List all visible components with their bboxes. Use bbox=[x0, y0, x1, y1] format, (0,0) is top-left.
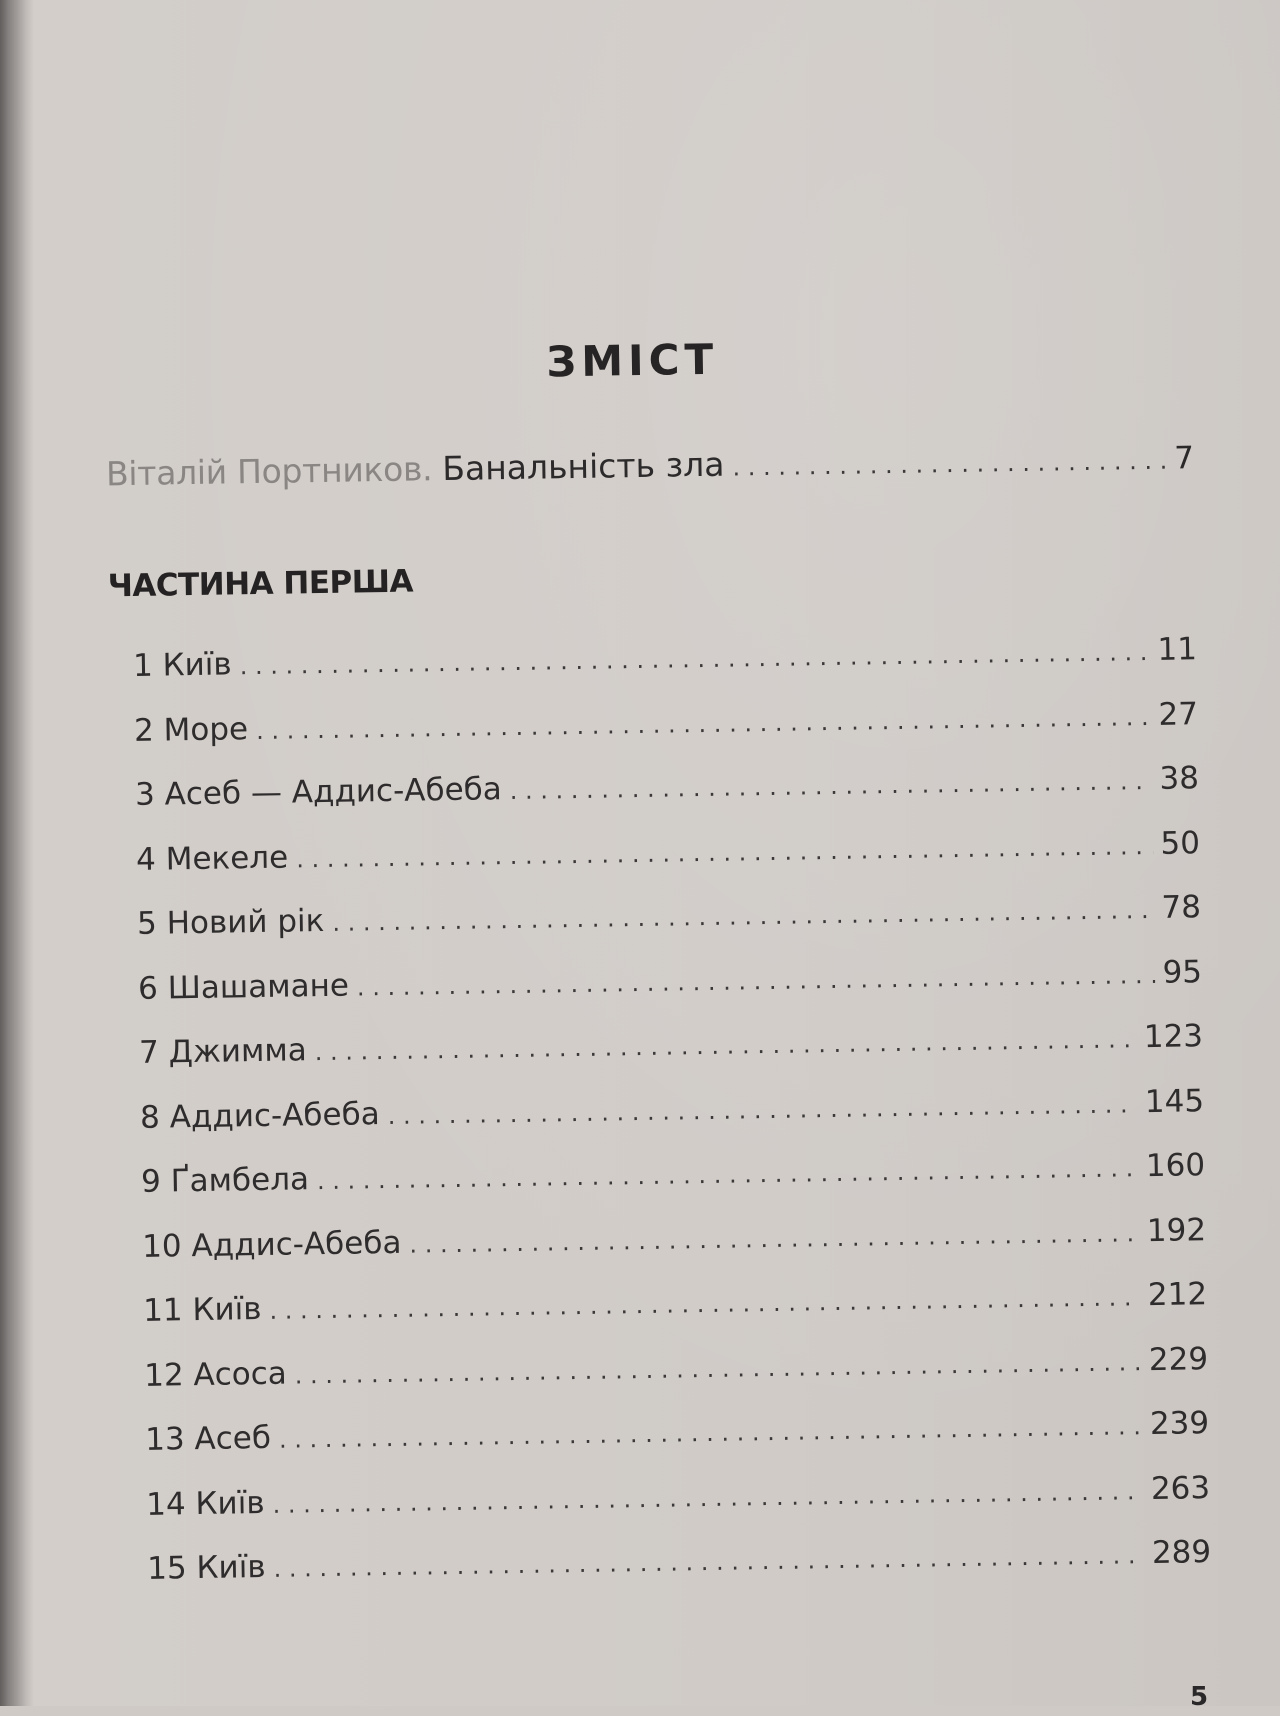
toc-entry-label: 8 Аддис-Абеба bbox=[139, 1095, 380, 1136]
toc-entry-page: 263 bbox=[1150, 1469, 1211, 1507]
toc-entry-label: 6 Шашамане bbox=[137, 967, 350, 1007]
dot-leader bbox=[296, 831, 1153, 872]
page-number: 5 bbox=[1190, 1682, 1209, 1712]
toc-entry-label: 15 Київ bbox=[146, 1548, 266, 1587]
dot-leader bbox=[332, 896, 1154, 937]
page-title: ЗМІСТ bbox=[546, 334, 719, 387]
dot-leader bbox=[279, 1412, 1142, 1454]
intro-author: Віталій Портников. bbox=[105, 449, 433, 494]
toc-entry-label: 10 Аддис-Абеба bbox=[141, 1224, 402, 1265]
dot-leader bbox=[357, 960, 1155, 1001]
toc-entry-label: 14 Київ bbox=[145, 1484, 265, 1523]
toc-entry-label: 7 Джимма bbox=[138, 1032, 308, 1071]
dot-leader bbox=[256, 702, 1151, 744]
toc-entry-label: 3 Асеб — Аддис-Абеба bbox=[134, 771, 502, 813]
dot-leader bbox=[295, 1348, 1142, 1389]
toc-entry-page: 38 bbox=[1159, 760, 1200, 797]
dot-leader bbox=[273, 1541, 1144, 1583]
toc-entry-page: 229 bbox=[1148, 1340, 1209, 1378]
toc-entry-page: 192 bbox=[1146, 1211, 1207, 1249]
toc-entry-page: 160 bbox=[1145, 1147, 1206, 1185]
toc-entry-label: 5 Новий рік bbox=[136, 902, 325, 942]
intro-entry bbox=[106, 437, 1194, 493]
toc-entry-page: 123 bbox=[1143, 1018, 1204, 1056]
toc-entry-page: 95 bbox=[1162, 953, 1203, 991]
toc-entry-label: 12 Асоса bbox=[143, 1355, 288, 1394]
toc-entry-page: 289 bbox=[1151, 1534, 1212, 1572]
toc-entry-label: 13 Асеб bbox=[144, 1419, 272, 1458]
dot-leader bbox=[272, 1477, 1143, 1519]
toc-entry-page: 27 bbox=[1158, 695, 1199, 733]
dot-leader bbox=[317, 1154, 1138, 1195]
dot-leader bbox=[315, 1025, 1137, 1066]
toc-entry-page: 145 bbox=[1144, 1082, 1205, 1120]
intro-page-number: 7 bbox=[1173, 440, 1195, 477]
dot-leader bbox=[387, 1090, 1137, 1130]
toc-entry-page: 78 bbox=[1161, 889, 1202, 926]
toc-list bbox=[133, 631, 1212, 1615]
toc-entry-page: 239 bbox=[1149, 1405, 1210, 1443]
toc-entry-page: 212 bbox=[1147, 1276, 1208, 1314]
toc-entry-page: 50 bbox=[1160, 824, 1201, 862]
toc-entry-label: 2 Море bbox=[133, 710, 249, 749]
toc-entry-label: 11 Київ bbox=[142, 1291, 262, 1329]
dot-leader bbox=[269, 1283, 1140, 1325]
part-heading: ЧАСТИНА ПЕРША bbox=[107, 563, 414, 605]
toc-entry-label: 1 Київ bbox=[132, 646, 232, 684]
intro-title: Банальність зла bbox=[441, 444, 725, 489]
toc-entry-label: 4 Мекеле bbox=[135, 839, 289, 878]
dot-leader bbox=[510, 767, 1152, 805]
toc-entry-label: 9 Ґамбела bbox=[140, 1161, 310, 1200]
dot-leader bbox=[239, 638, 1149, 680]
dot-leader bbox=[732, 447, 1166, 482]
toc-entry-page: 11 bbox=[1157, 631, 1198, 668]
dot-leader bbox=[409, 1219, 1139, 1258]
